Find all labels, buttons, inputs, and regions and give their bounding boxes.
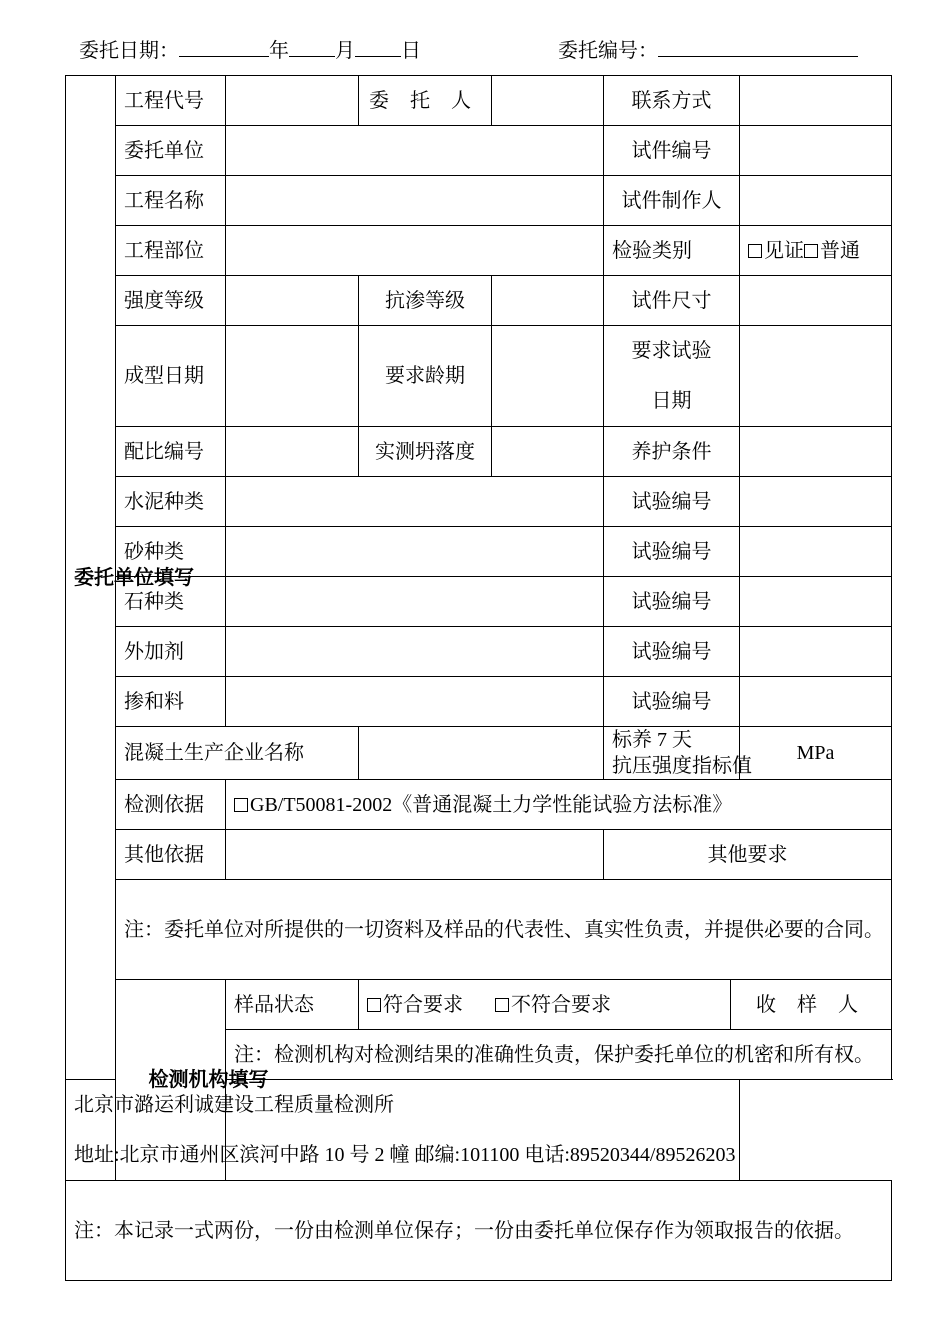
label-forming-date: 成型日期 (116, 326, 226, 427)
conform-label: 符合要求 (383, 993, 463, 1016)
field-specimen-size[interactable] (740, 276, 892, 326)
field-client-unit[interactable] (226, 126, 604, 176)
label-slump: 实测坍落度 (359, 427, 492, 477)
field-project-part[interactable] (226, 226, 604, 276)
label-receiver: 收 样 人 (731, 980, 892, 1030)
footer-note: 注：本记录一式两份，一份由检测单位保存；一份由委托单位保存作为领取报告的依据。 (66, 1181, 892, 1281)
field-cement-test-no[interactable] (740, 477, 892, 527)
day-label: 日 (401, 40, 421, 62)
field-slump[interactable] (492, 427, 604, 477)
field-project-name[interactable] (226, 176, 604, 226)
label-specimen-maker: 试件制作人 (604, 176, 740, 226)
field-inspection-type (740, 226, 892, 276)
label-cement: 水泥种类 (116, 477, 226, 527)
label-project-name: 工程名称 (116, 176, 226, 226)
field-mineral[interactable] (226, 677, 604, 727)
label-mix-no: 配比编号 (116, 427, 226, 477)
label-other-req: 其他要求 (604, 830, 892, 880)
label-other-basis: 其他依据 (116, 830, 226, 880)
label-sand-test-no: 试验编号 (604, 527, 740, 577)
label-project-part: 工程部位 (116, 226, 226, 276)
normal-label: 普通 (820, 239, 860, 262)
commission-number (558, 34, 858, 63)
field-mix-no[interactable] (226, 427, 359, 477)
label-curing: 养护条件 (604, 427, 740, 477)
checkbox-conform[interactable] (367, 998, 381, 1012)
field-producer[interactable] (359, 727, 604, 780)
label-strength-grade: 强度等级 (116, 276, 226, 326)
commission-form-table (65, 75, 892, 1281)
label-contact: 联系方式 (604, 76, 740, 126)
field-required-test-date[interactable] (740, 326, 892, 427)
label-inspection-type: 检验类别 (604, 226, 740, 276)
label-producer: 混凝土生产企业名称 (116, 727, 359, 780)
section-lab-text: 检测机构填写 (148, 1069, 269, 1091)
checkbox-witness[interactable] (748, 244, 762, 258)
field-std7-strength[interactable] (740, 727, 892, 780)
lab-address: 地址:北京市通州区滨河中路 10 号 2 幢 邮编:101100 电话:89520344/89526203 (74, 1144, 736, 1166)
date-label: 委托日期： (79, 40, 179, 62)
year-field[interactable] (179, 36, 269, 57)
checkbox-basis[interactable] (234, 798, 248, 812)
label-cement-test-no: 试验编号 (604, 477, 740, 527)
field-admixture-test-no[interactable] (740, 627, 892, 677)
checkbox-normal[interactable] (804, 244, 818, 258)
field-specimen-no[interactable] (740, 126, 892, 176)
label-stone-test-no: 试验编号 (604, 577, 740, 627)
field-project-code[interactable] (226, 76, 359, 126)
field-contact[interactable] (740, 76, 892, 126)
not-conform-label: 不符合要求 (511, 993, 611, 1016)
section-client-text: 委托单位填写 (74, 566, 194, 589)
field-mineral-test-no[interactable] (740, 677, 892, 727)
label-basis: 检测依据 (116, 780, 226, 830)
label-required-test-date (604, 326, 740, 427)
field-forming-date[interactable] (226, 326, 359, 427)
field-stone[interactable] (226, 577, 604, 627)
label-sample-state: 样品状态 (226, 980, 359, 1030)
month-label: 月 (335, 40, 355, 62)
label-client-unit: 委托单位 (116, 126, 226, 176)
label-project-code: 工程代号 (116, 76, 226, 126)
std7-line2: 抗压强度指标值 (612, 755, 752, 777)
label-stone: 石种类 (116, 577, 226, 627)
unit-mpa: MPa (796, 742, 835, 764)
label-seepage-grade: 抗渗等级 (359, 276, 492, 326)
lab-name: 北京市潞运利诚建设工程质量检测所 (74, 1094, 394, 1116)
label-required-age: 要求龄期 (359, 326, 492, 427)
number-label: 委托编号： (558, 40, 658, 62)
client-note: 注：委托单位对所提供的一切资料及样品的代表性、真实性负责，并提供必要的合同。 (116, 880, 892, 980)
field-curing[interactable] (740, 427, 892, 477)
field-strength-grade[interactable] (226, 276, 359, 326)
field-stone-test-no[interactable] (740, 577, 892, 627)
form-header (0, 34, 950, 66)
field-sample-state (359, 980, 731, 1030)
checkbox-not-conform[interactable] (495, 998, 509, 1012)
label-mineral-test-no: 试验编号 (604, 677, 740, 727)
label-admixture-test-no: 试验编号 (604, 627, 740, 677)
label-specimen-no: 试件编号 (604, 126, 740, 176)
required-test-date-line2: 日期 (651, 390, 692, 412)
field-admixture[interactable] (226, 627, 604, 677)
field-sand-test-no[interactable] (740, 527, 892, 577)
label-sand: 砂种类 (116, 527, 226, 577)
label-client-person: 委 托 人 (359, 76, 492, 126)
label-mineral: 掺和料 (116, 677, 226, 727)
month-field[interactable] (289, 36, 335, 57)
number-field[interactable] (658, 36, 858, 57)
field-cement[interactable] (226, 477, 604, 527)
year-label: 年 (269, 40, 289, 62)
field-specimen-maker[interactable] (740, 176, 892, 226)
field-basis (226, 780, 892, 830)
field-client-person[interactable] (492, 76, 604, 126)
lab-note: 注：检测机构对检测结果的准确性负责，保护委托单位的机密和所有权。 (226, 1030, 892, 1080)
field-other-basis[interactable] (226, 830, 604, 880)
lab-info (66, 1080, 740, 1181)
day-field[interactable] (355, 36, 401, 57)
label-specimen-size: 试件尺寸 (604, 276, 740, 326)
field-seepage-grade[interactable] (492, 276, 604, 326)
label-std7-strength (604, 727, 752, 780)
label-admixture: 外加剂 (116, 627, 226, 677)
basis-value: GB/T50081-2002《普通混凝土力学性能试验方法标准》 (250, 793, 733, 816)
commission-date (79, 34, 421, 63)
field-required-age[interactable] (492, 326, 604, 427)
witness-label: 见证 (764, 239, 804, 262)
std7-line1: 标养 7 天 (612, 729, 692, 751)
field-sand[interactable] (226, 527, 604, 577)
required-test-date-line1: 要求试验 (631, 340, 712, 362)
